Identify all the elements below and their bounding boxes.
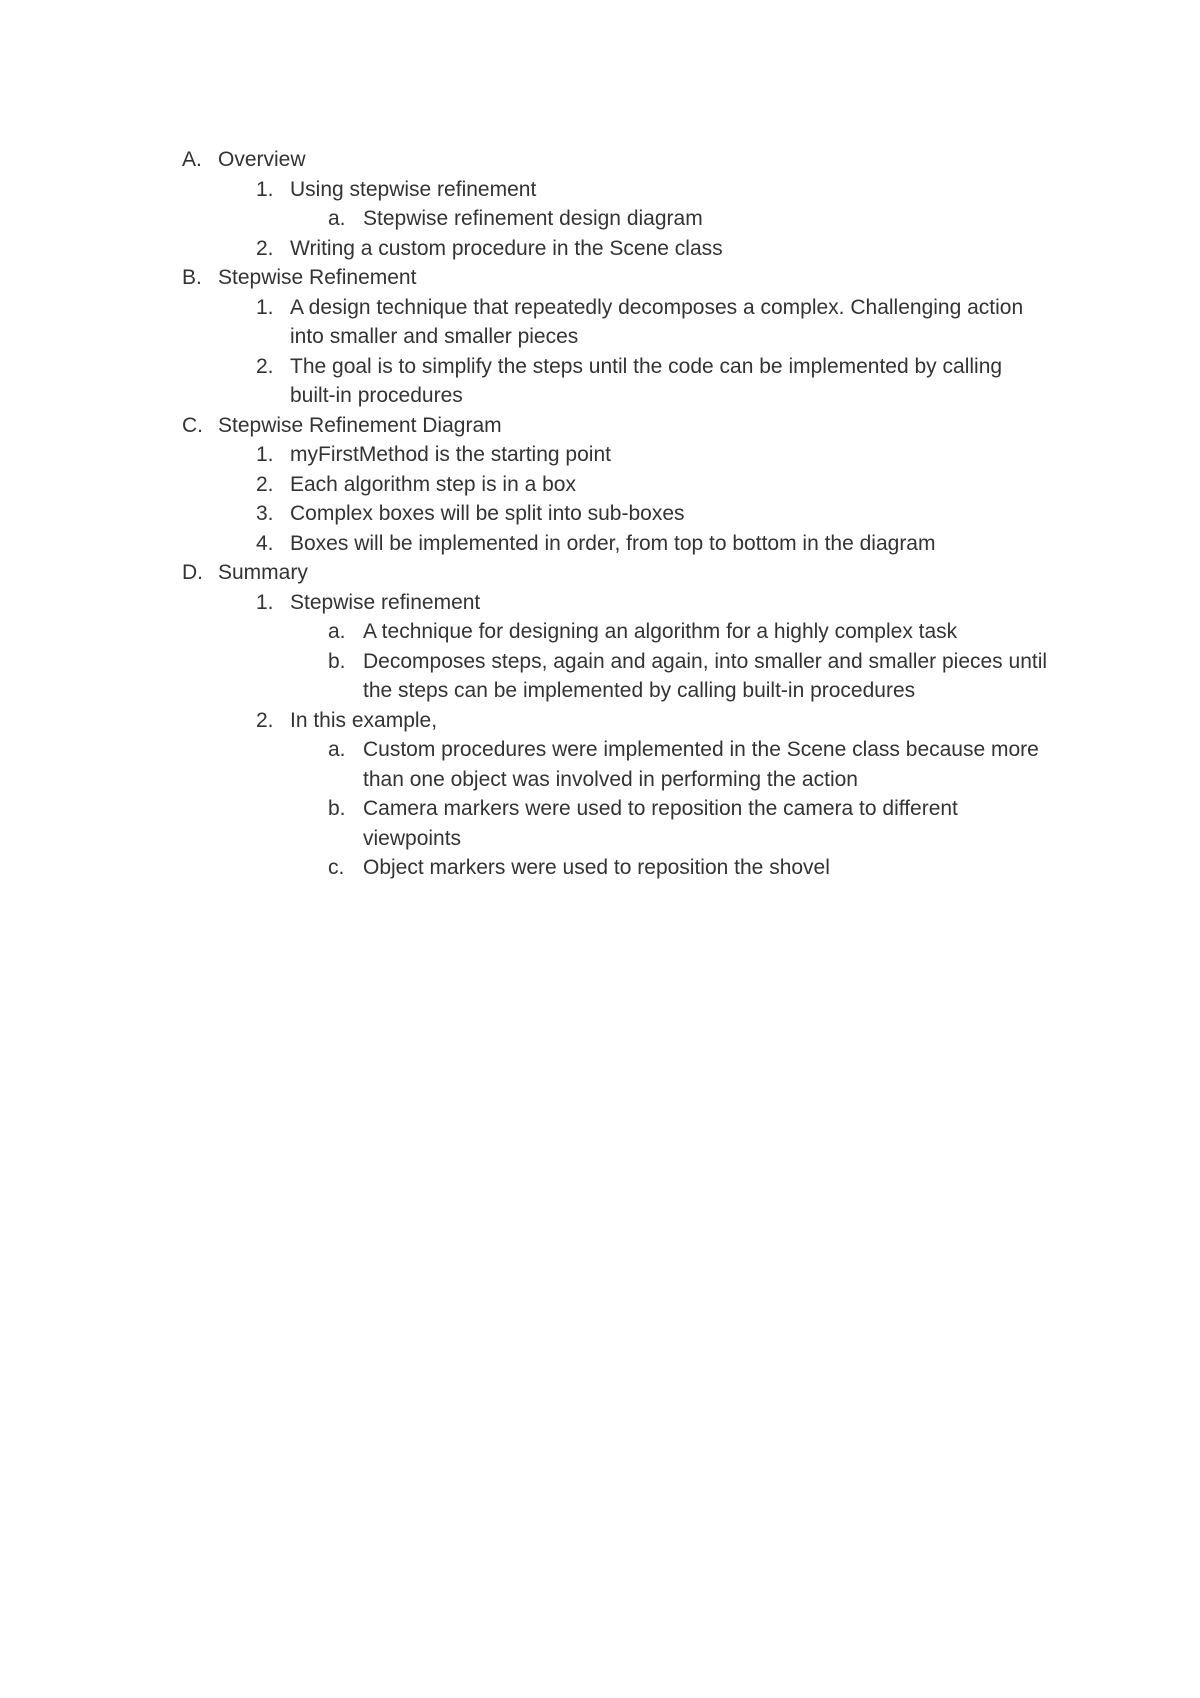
list-marker: a. [328,620,346,643]
list-item-text: Each algorithm step is in a box [290,472,576,496]
list-marker: B. [182,266,202,289]
list-marker: 3. [256,502,274,525]
list-item-text: A design technique that repeatedly decomposes a complex. Challenging action into smaller and smaller pieces [290,295,1024,348]
outline-subsection [0,352,1200,411]
list-marker: 2. [256,472,274,496]
list-marker: 2. [256,354,274,378]
list-item-text: Using stepwise refinement [290,177,537,201]
outline-sub-item [0,204,1200,234]
outline-subsection [0,529,1200,559]
list-item-text: Complex boxes will be split into sub-boxes [290,502,685,525]
list-item-text: The goal is to simplify the steps until the code can be implemented by calling built-in procedures [290,354,1003,407]
outline-sub-item [0,735,1200,794]
list-item-text: Writing a custom procedure in the Scene class [290,236,723,260]
outline-sub-item [0,853,1200,883]
list-marker: 1. [256,295,274,319]
document-outline [0,145,1200,883]
list-item-text: Camera markers were used to reposition the camera to different viewpoints [363,797,958,850]
list-item-text: Object markers were used to reposition the shovel [363,856,830,879]
outline-sub-item [0,617,1200,647]
list-marker: 1. [256,177,274,201]
outline-subsection [0,706,1200,736]
list-item-text: Stepwise Refinement [218,266,417,289]
outline-subsection [0,234,1200,264]
list-marker: a. [328,207,346,230]
list-item-text: Boxes will be implemented in order, from top to bottom in the diagram [290,531,936,555]
list-item-text: Stepwise Refinement Diagram [218,413,502,437]
list-item-text: Stepwise refinement design diagram [363,207,703,230]
outline-section [0,558,1200,588]
list-marker: b. [328,649,346,673]
outline-subsection [0,440,1200,470]
list-item-text: Summary [218,561,308,584]
list-marker: c. [328,856,345,879]
outline-section [0,145,1200,175]
list-marker: A. [182,148,202,171]
list-item-text: Decomposes steps, again and again, into smaller and smaller pieces until the steps can be implemented by calling built-in procedures [363,649,1048,702]
outline-subsection [0,499,1200,529]
outline-section [0,263,1200,293]
list-item-text: Custom procedures were implemented in the Scene class because more than one object was involved in performing the action [363,738,1039,791]
list-item-text: A technique for designing an algorithm for a highly complex task [363,620,958,643]
outline-sub-item [0,794,1200,853]
outline-subsection [0,293,1200,352]
list-marker: 4. [256,531,274,555]
list-marker: 2. [256,236,274,260]
outline-subsection [0,175,1200,205]
list-marker: 1. [256,590,274,614]
list-item-text: Overview [218,148,306,171]
outline-sub-item [0,647,1200,706]
list-marker: C. [182,413,203,437]
outline-section [0,411,1200,441]
list-marker: D. [182,561,203,584]
list-item-text: In this example, [290,708,438,732]
list-marker: b. [328,797,346,820]
list-marker: 2. [256,708,274,732]
list-marker: 1. [256,443,274,466]
outline-subsection [0,588,1200,618]
list-item-text: Stepwise refinement [290,590,481,614]
outline-subsection [0,470,1200,500]
list-item-text: myFirstMethod is the starting point [290,443,611,466]
list-marker: a. [328,738,346,761]
